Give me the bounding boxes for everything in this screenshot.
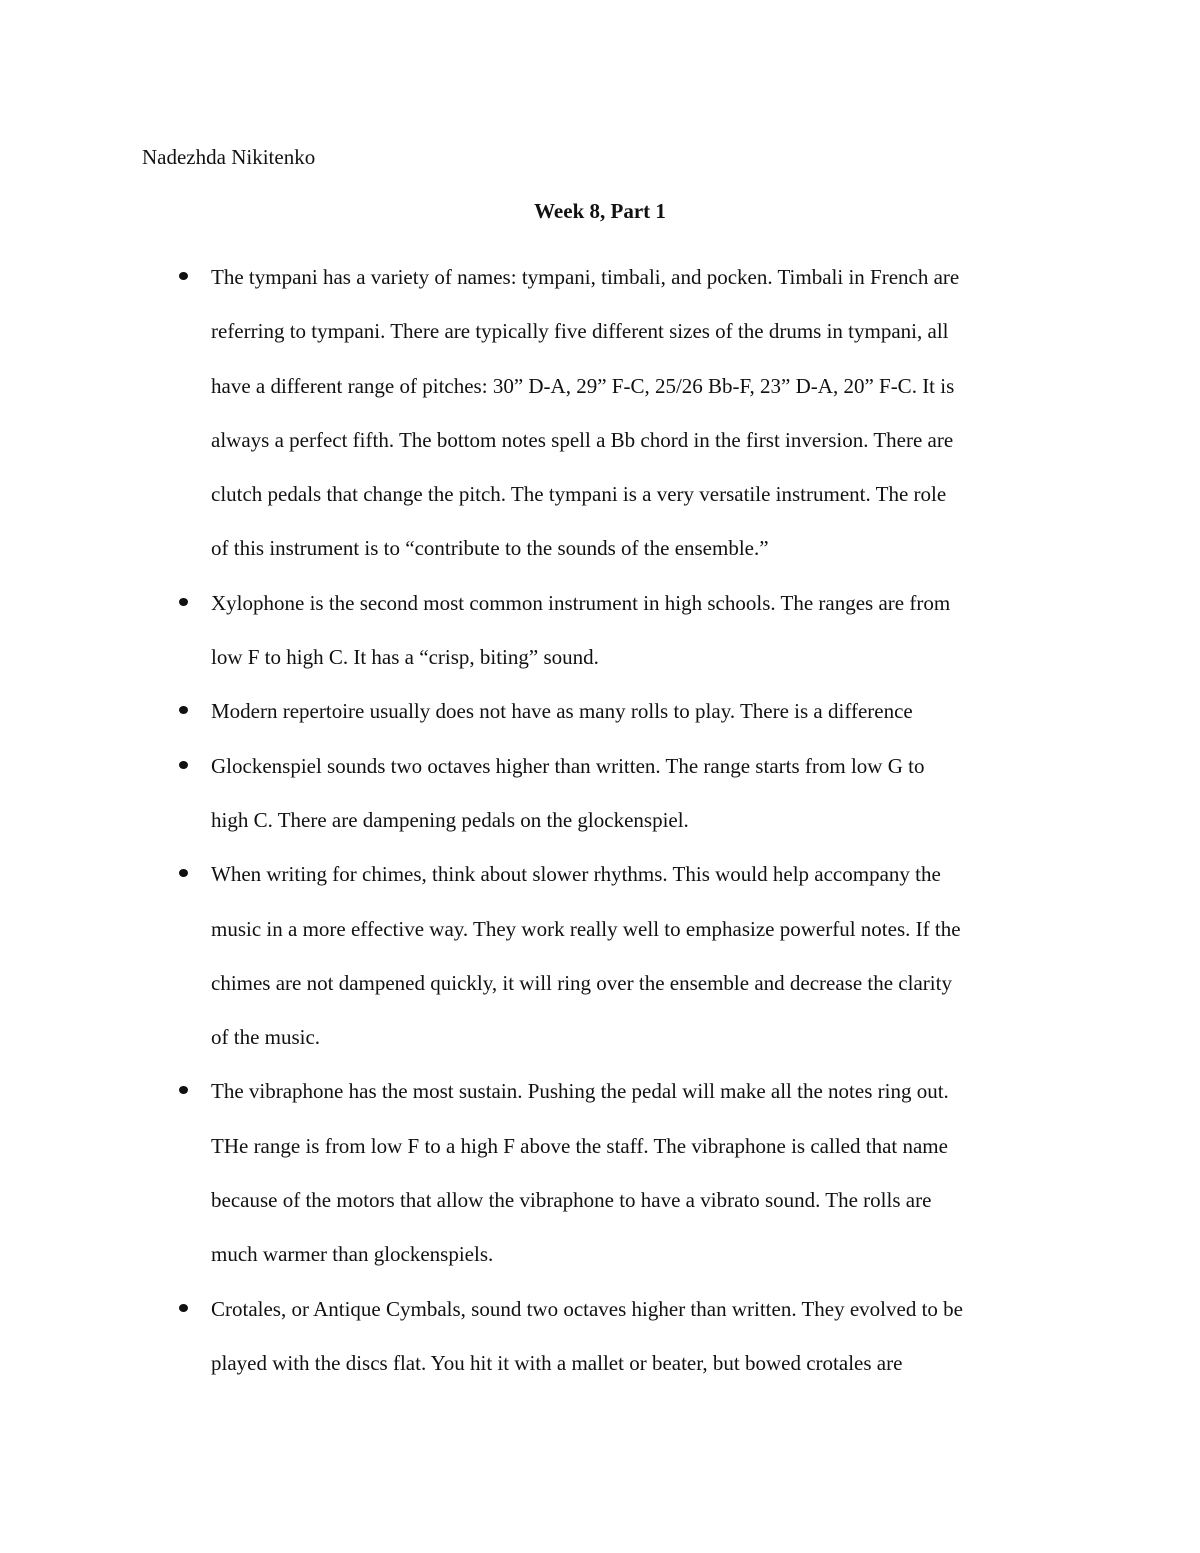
bullet-icon	[179, 761, 188, 769]
bullet-line: low F to high C. It has a “crisp, biting” sound.	[211, 645, 599, 670]
bullet-line: THe range is from low F to a high F above the staff. The vibraphone is called that name	[211, 1133, 948, 1158]
bullet-icon	[179, 1304, 188, 1312]
bullet-icon	[179, 272, 188, 280]
bullet-line: clutch pedals that change the pitch. The tympani is a very versatile instrument. The role	[211, 482, 947, 507]
bullet-line: chimes are not dampened quickly, it will ring over the ensemble and decrease the clarity	[211, 970, 952, 995]
bullet-icon	[179, 598, 188, 606]
bullet-icon	[179, 706, 188, 714]
bullet-item-vibraphone	[0, 1064, 1061, 1281]
bullet-list	[0, 250, 1200, 1390]
bullet-line: Glockenspiel sounds two octaves higher than written. The range starts from low G to	[211, 753, 925, 778]
bullet-icon	[179, 1086, 188, 1094]
bullet-icon	[179, 869, 188, 877]
bullet-line: of the music.	[211, 1025, 321, 1050]
bullet-line: referring to tympani. There are typically five different sizes of the drums in tympani, all	[211, 319, 949, 344]
bullet-line: much warmer than glockenspiels.	[211, 1242, 494, 1267]
bullet-line: have a different range of pitches: 30” D-A, 29” F-C, 25/26 Bb-F, 23” D-A, 20” F-C. It is	[211, 373, 955, 398]
bullet-line: The vibraphone has the most sustain. Pushing the pedal will make all the notes ring out.	[211, 1079, 949, 1104]
bullet-line: always a perfect fifth. The bottom notes spell a Bb chord in the first inversion. There are	[211, 427, 954, 452]
document-title: Week 8, Part 1	[534, 199, 666, 223]
bullet-line: played with the discs flat. You hit it with a mallet or beater, but bowed crotales are	[211, 1350, 903, 1375]
author-name: Nadezhda Nikitenko	[142, 145, 316, 169]
bullet-item-chimes	[0, 847, 1061, 1064]
bullet-item-crotales	[0, 1282, 1061, 1391]
bullet-line: Xylophone is the second most common instrument in high schools. The ranges are from	[211, 590, 951, 615]
bullet-line: high C. There are dampening pedals on the glockenspiel.	[211, 807, 689, 832]
bullet-line: The tympani has a variety of names: tympani, timbali, and pocken. Timbali in French are	[211, 265, 960, 289]
bullet-item-xylophone	[0, 576, 1061, 685]
bullet-item-tympani	[0, 250, 1061, 576]
bullet-item-glockenspiel	[0, 739, 1061, 848]
bullet-item-repertoire	[0, 684, 1061, 738]
bullet-line: of this instrument is to “contribute to the sounds of the ensemble.”	[211, 536, 769, 561]
bullet-line: Modern repertoire usually does not have as many rolls to play. There is a difference	[211, 699, 913, 724]
bullet-line: music in a more effective way. They work really well to emphasize powerful notes. If the	[211, 916, 961, 941]
bullet-line: because of the motors that allow the vibraphone to have a vibrato sound. The rolls are	[211, 1188, 932, 1213]
bullet-line: When writing for chimes, think about slower rhythms. This would help accompany the	[211, 862, 941, 887]
bullet-line: Crotales, or Antique Cymbals, sound two octaves higher than written. They evolved to be	[211, 1296, 963, 1321]
